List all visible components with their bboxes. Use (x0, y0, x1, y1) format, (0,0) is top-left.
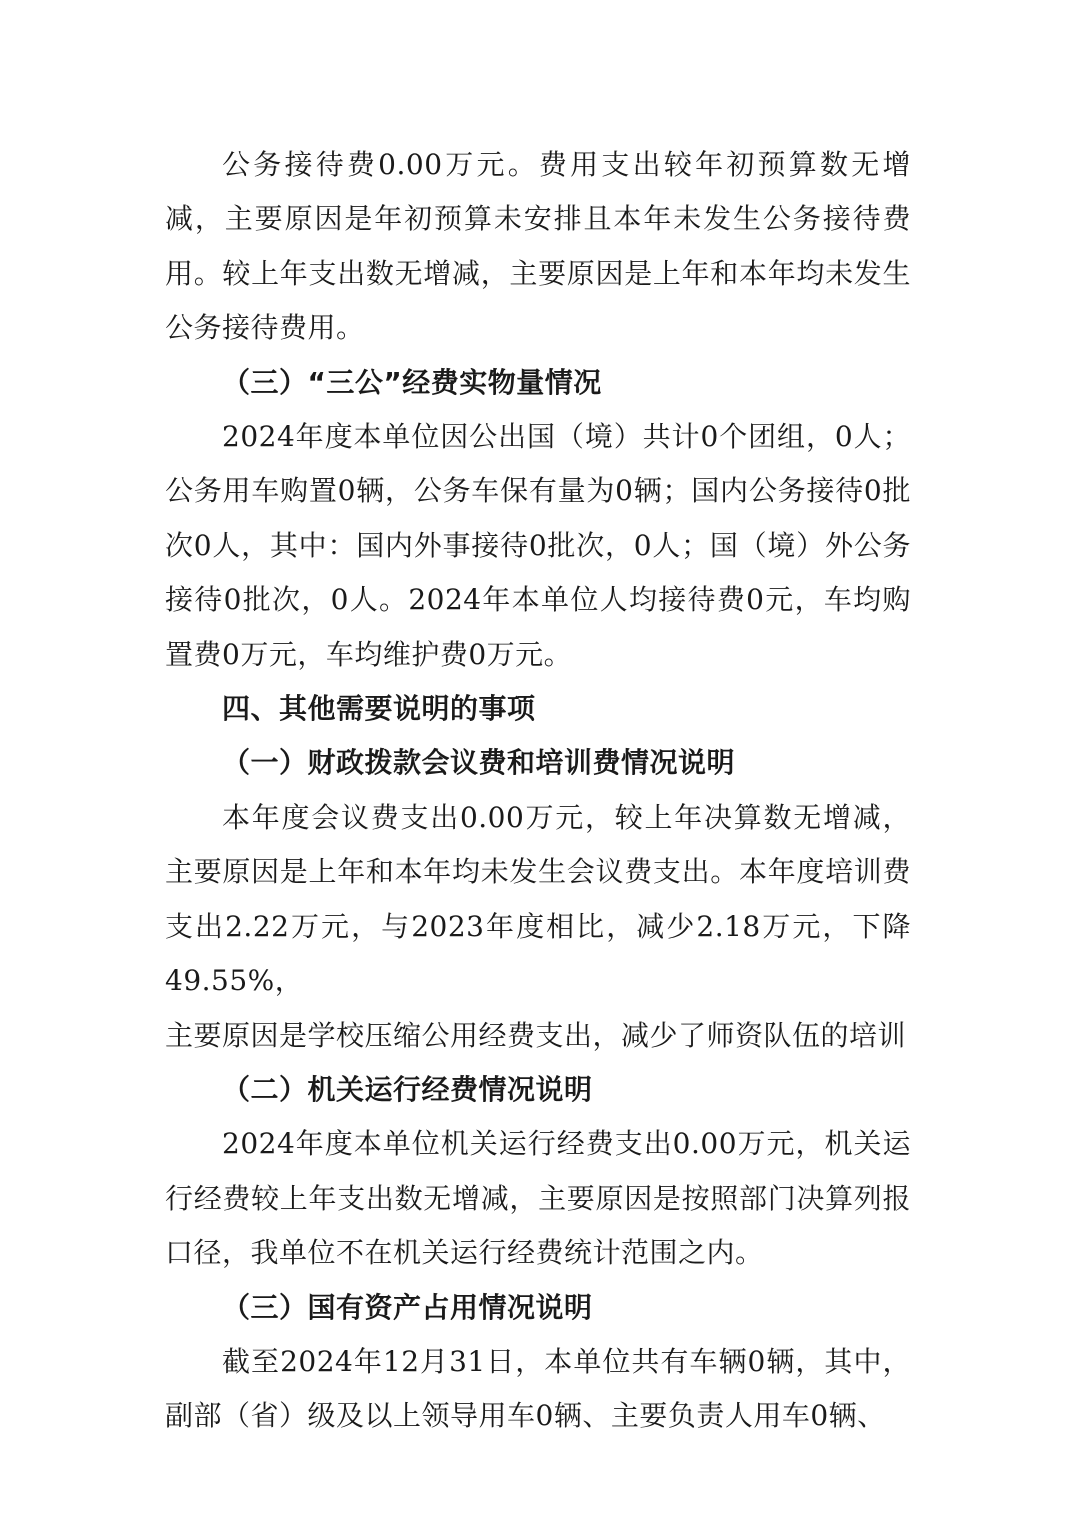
paragraph-meeting-training: 本年度会议费支出0.00万元，较上年决算数无增减，主要原因是上年和本年均未发生会议费支出。本年度培训费支出2.22万元，与2023年度相比，减少2.18万元，下降49.55%， (165, 800, 911, 998)
document-body (165, 138, 911, 1444)
paragraph-meeting-training-tail: 主要原因是学校压缩公用经费支出，减少了师资队伍的培训 (165, 1018, 907, 1052)
paragraph-sangong-physical: 2024年度本单位因公出国（境）共计0个团组，0人；公务用车购置0辆，公务车保有量为0辆；国内公务接待0批次0人，其中：国内外事接待0批次，0人；国（境）外公务接待0批次，0人。2024年本单位人均接待费0元，车均购置费0万元，车均维护费0万元。 (165, 420, 911, 671)
paragraph-reception-fee: 公务接待费0.00万元。费用支出较年初预算数无增减，主要原因是年初预算未安排且本年未发生公务接待费用。较上年支出数无增减，主要原因是上年和本年均未发生公务接待费用。 (165, 148, 911, 345)
paragraph-state-assets: 截至2024年12月31日，本单位共有车辆0辆，其中，副部（省）级及以上领导用车0辆、主要负责人用车0辆、 (165, 1344, 911, 1433)
heading-sangong-physical: （三）“三公”经费实物量情况 (222, 365, 602, 399)
heading-meeting-training: （一）财政拨款会议费和培训费情况说明 (222, 746, 736, 780)
paragraph-office-operation: 2024年度本单位机关运行经费支出0.00万元，机关运行经费较上年支出数无增减，主要原因是按照部门决算列报口径，我单位不在机关运行经费统计范围之内。 (165, 1127, 911, 1270)
heading-state-assets: （三）国有资产占用情况说明 (222, 1290, 593, 1324)
heading-other-matters: 四、其他需要说明的事项 (222, 692, 536, 726)
heading-office-operation: （二）机关运行经费情况说明 (222, 1072, 593, 1106)
